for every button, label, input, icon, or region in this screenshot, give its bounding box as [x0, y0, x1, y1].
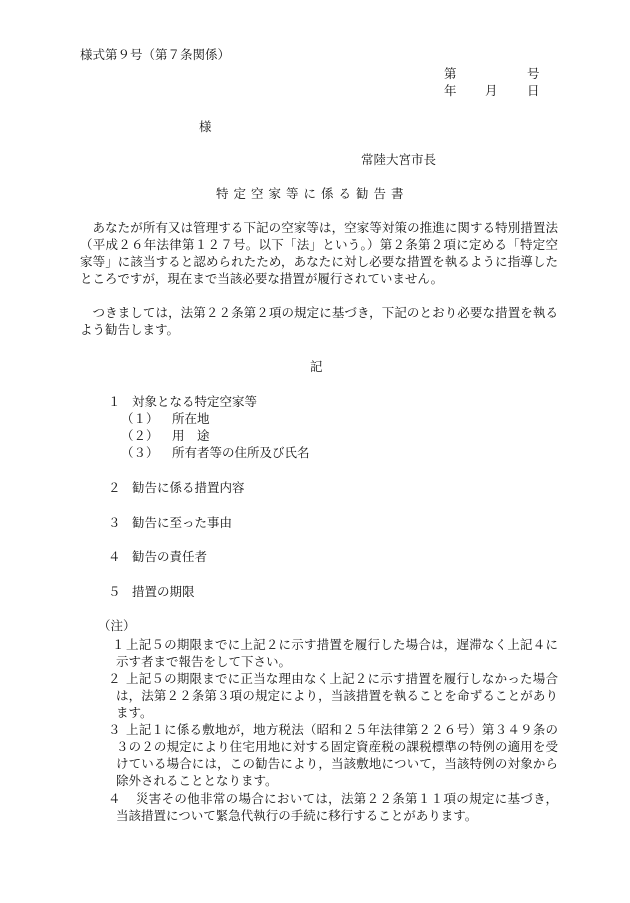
note-3-number: ３	[108, 722, 121, 737]
date-day: 日	[527, 83, 540, 98]
note-3-text: 上記１に係る敷地が，地方税法（昭和２５年法律第２２６号）第３４９条の３の２の規定により住宅用地に対する固定資産税の課税標準の特例の適用を受けている場合には，この勧告により，当該敷地について，当該特例の対象から除外されることとなります。	[116, 722, 558, 788]
sub-item-1-label: 所在地	[172, 411, 210, 426]
sub-item-2-label: 用 途	[172, 428, 210, 443]
item-3-number: ３	[108, 515, 121, 530]
item-1-label: 対象となる特定空家等	[132, 394, 258, 409]
note-4-number: ４	[108, 791, 121, 806]
item-2-label: 勧告に係る措置内容	[132, 480, 245, 495]
number-prefix: 第	[444, 66, 457, 81]
ki-heading: 記	[310, 359, 323, 374]
item-3-label: 勧告に至った事由	[132, 515, 233, 530]
note-1-text: 上記５の期限までに上記２に示す措置を履行した場合は，遅滞なく上記４に示す者まで報告をして下さい。	[116, 637, 558, 669]
notes-heading: （注）	[98, 618, 136, 633]
note-4-text: 災害その他非常の場合においては，法第２２条第１１項の規定に基づき，当該措置について緊急代執行の手続に移行することがあります。	[116, 791, 558, 823]
number-suffix: 号	[527, 66, 540, 81]
date-month: 月	[485, 83, 498, 98]
item-4-label: 勧告の責任者	[132, 549, 208, 564]
body-paragraph-1: あなたが所有又は管理する下記の空家等は，空家等対策の推進に関する特別措置法（平成２６年法律第１２７号。以下「法」という。）第２条第２項に定める「特定空家等」に該当すると認められたため，あなたに対し必要な措置を執るように指導したところですが，現在まで当該必要な措置が履行されていません。	[80, 220, 558, 286]
document-title: 特定空家等に係る勧告書	[216, 186, 409, 201]
item-2-number: ２	[108, 480, 121, 495]
date-year: 年	[444, 83, 457, 98]
sub-item-3-number: （３）	[121, 445, 159, 460]
note-1-number: １	[112, 637, 125, 652]
item-5-number: ５	[108, 584, 121, 599]
item-1-number: １	[108, 394, 121, 409]
note-2-number: ２	[108, 671, 121, 686]
item-4-number: ４	[108, 549, 121, 564]
form-number: 様式第９号（第７条関係）	[80, 47, 231, 62]
addressee-suffix: 様	[199, 119, 212, 134]
body-paragraph-2: つきましては，法第２２条第２項の規定に基づき，下記のとおり必要な措置を執るよう勧告します。	[80, 305, 558, 337]
note-2-text: 上記５の期限までに正当な理由なく上記２に示す措置を履行しなかった場合は，法第２２条第３項の規定により，当該措置を執ることを命ずることがあります。	[116, 671, 558, 720]
sub-item-1-number: （１）	[121, 411, 159, 426]
issuer: 常陸大宮市長	[361, 152, 437, 167]
item-5-label: 措置の期限	[132, 584, 195, 599]
sub-item-3-label: 所有者等の住所及び氏名	[172, 445, 310, 460]
sub-item-2-number: （２）	[121, 428, 159, 443]
